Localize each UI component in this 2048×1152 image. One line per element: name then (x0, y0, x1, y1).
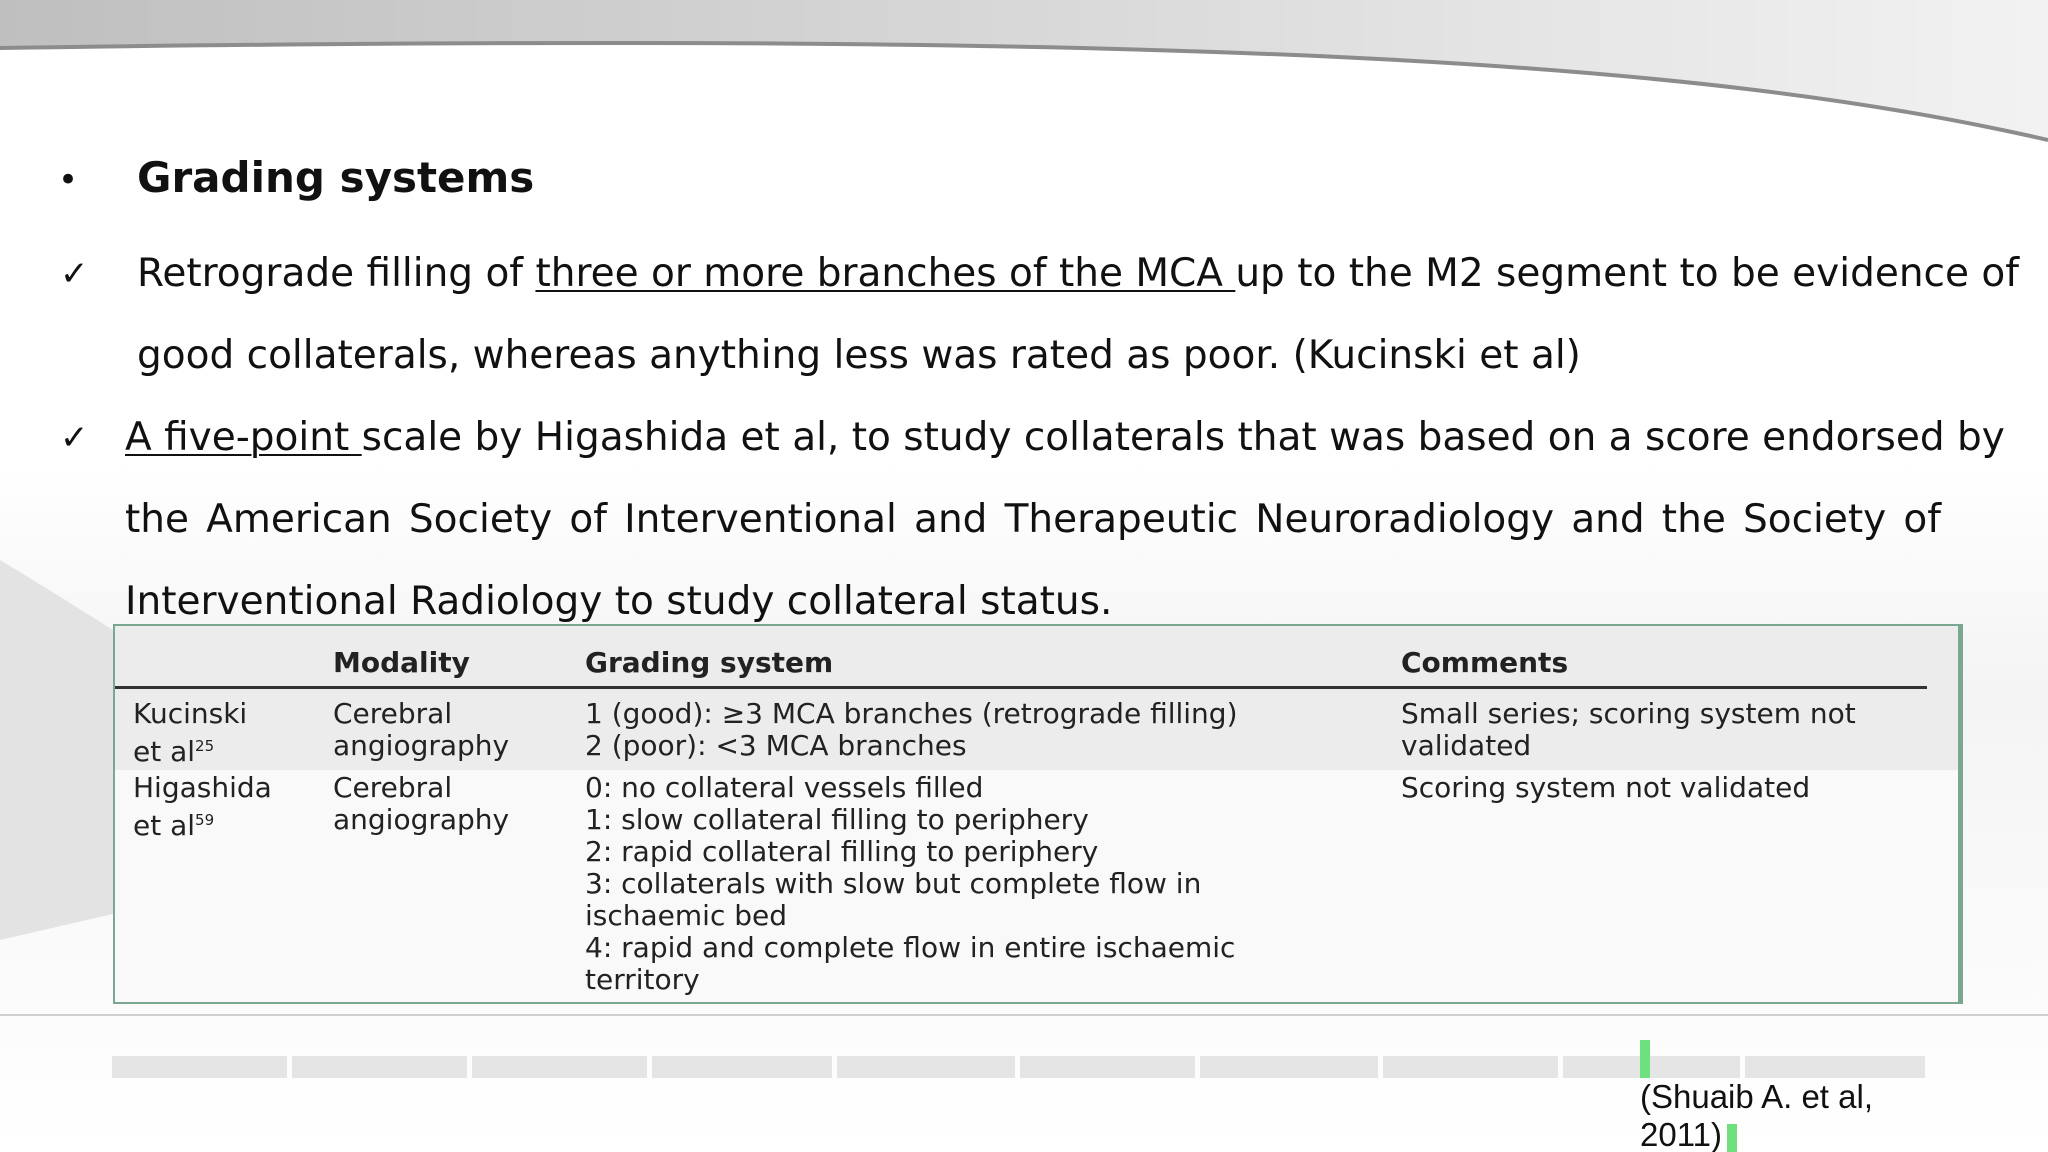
footer-segment (112, 1056, 287, 1078)
comment-line: Scoring system not validated (1401, 771, 1811, 804)
header-modality: Modality (333, 646, 470, 679)
grading-line: territory (585, 963, 700, 996)
citation (1640, 1078, 1873, 1152)
slide-heading: Grading systems (137, 153, 535, 202)
point2-underlined: A five-point (125, 415, 362, 460)
footer-segment (1383, 1056, 1558, 1078)
point1-text-post: up to the M2 segment to be evidence of (1235, 251, 2019, 296)
row2-comments (1401, 772, 1810, 804)
grading-line: 0: no collateral vessels filled (585, 771, 984, 804)
grading-line: ischaemic bed (585, 899, 788, 932)
footer-divider (0, 1014, 2048, 1016)
footer-segment (472, 1056, 647, 1078)
row1-grading (585, 698, 1238, 762)
grading-systems-table (113, 624, 1963, 1004)
modality-line: Cerebral (333, 697, 453, 730)
footer-segment (1200, 1056, 1378, 1078)
point1-text-pre: Retrograde filling of (137, 251, 536, 296)
point2-line2-text: the American Society of Interventional and Therapeutic Neuroradiology and the Society of (125, 497, 1941, 542)
point2-line2 (125, 496, 1941, 544)
grading-line: 2: rapid collateral filling to periphery (585, 835, 1099, 868)
point1-line1 (137, 250, 2019, 298)
grading-line: 4: rapid and complete flow in entire ischaemic (585, 931, 1236, 964)
row1-modality (333, 698, 509, 762)
footer-segment (1563, 1056, 1740, 1078)
author-etal: et al (133, 809, 196, 842)
author-name: Kucinski (133, 697, 248, 730)
check-mark-icon: ✓ (60, 418, 89, 458)
top-decorative-swoosh (0, 0, 2048, 160)
row2-modality (333, 772, 509, 836)
point1-underlined: three or more branches of the MCA (535, 251, 1236, 296)
point2-line3: Interventional Radiology to study collateral status. (125, 579, 1113, 624)
green-marker (1640, 1040, 1650, 1078)
header-grading-system: Grading system (585, 646, 834, 679)
grading-line: 1: slow collateral filling to periphery (585, 803, 1089, 836)
point2-line1 (125, 414, 2005, 462)
citation-line: (Shuaib A. et al, (1640, 1078, 1873, 1115)
point2-text-post: scale by Higashida et al, to study collaterals that was based on a score endorsed by (361, 415, 2005, 460)
grading-line: 1 (good): ≥3 MCA branches (retrograde filling) (585, 697, 1238, 730)
grading-line: 2 (poor): <3 MCA branches (585, 729, 967, 762)
row1-comments (1401, 698, 1856, 762)
check-mark-icon: ✓ (60, 254, 89, 294)
footer-segment (652, 1056, 832, 1078)
author-name: Higashida (133, 771, 272, 804)
reference-number: 59 (195, 811, 215, 829)
bullet-dot: • (58, 160, 79, 200)
reference-number: 25 (195, 737, 215, 755)
footer-segment (837, 1056, 1015, 1078)
header-rule (115, 686, 1927, 689)
footer-segment (292, 1056, 467, 1078)
row1-author (133, 698, 247, 768)
row2-grading (585, 772, 1235, 996)
footer-segment (1745, 1056, 1925, 1078)
citation-line: 2011) (1640, 1116, 1722, 1152)
modality-line: angiography (333, 803, 510, 836)
grading-line: 3: collaterals with slow but complete flow in (585, 867, 1202, 900)
footer-segment (1020, 1056, 1195, 1078)
point1-line2: good collaterals, whereas anything less was rated as poor. (Kucinski et al) (137, 333, 1581, 378)
comment-line: Small series; scoring system not (1401, 697, 1856, 730)
header-comments: Comments (1401, 646, 1569, 679)
modality-line: angiography (333, 729, 510, 762)
modality-line: Cerebral (333, 771, 453, 804)
author-etal: et al (133, 735, 196, 768)
comment-line: validated (1401, 729, 1532, 762)
row2-author (133, 772, 272, 842)
